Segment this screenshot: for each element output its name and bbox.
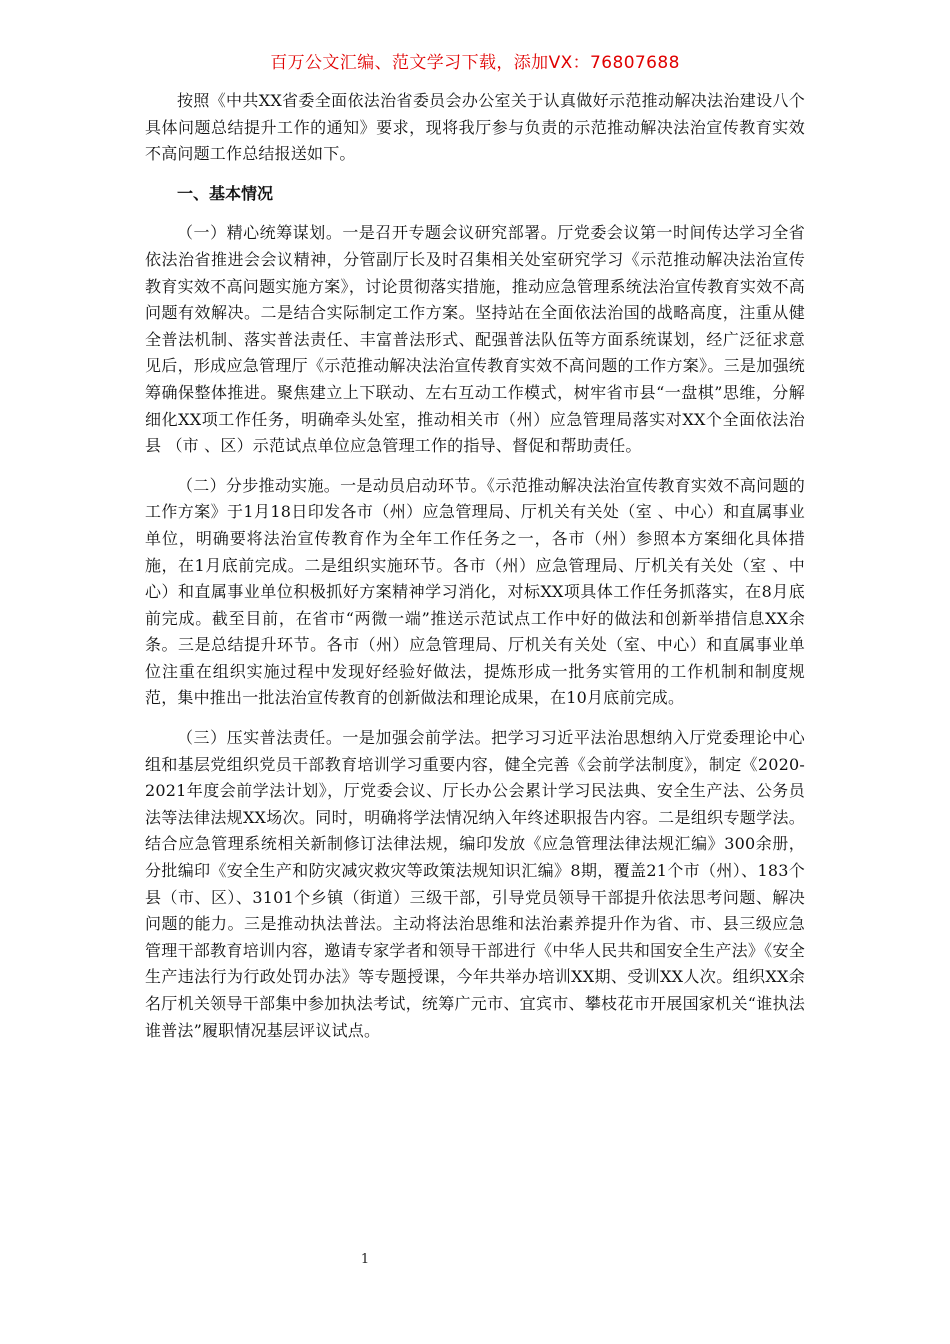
document-body — [145, 88, 805, 1057]
page-number: 1 — [360, 1252, 370, 1267]
intro-paragraph: 按照《中共XX省委全面依法治省委员会办公室关于认真做好示范推动解决法治建设八个具体问题总结提升工作的通知》要求，现将我厅参与负责的示范推动解决法治宣传教育实效不高问题工作总结报送如下。 — [145, 91, 805, 164]
paragraph-planning: （一）精心统筹谋划。一是召开专题会议研究部署。厅党委会议第一时间传达学习全省依法治省推进会会议精神，分管副厅长及时召集相关处室研究学习《示范推动解决法治宣传教育实效不高问题实施方案》，讨论贯彻落实措施，推动应急管理系统法治宣传教育实效不高问题有效解决。二是结合实际制定工作方案。坚持站在全面依法治国的战略高度，注重从健全普法机制、落实普法责任、丰富普法形式、配强普法队伍等方面系统谋划，经广泛征求意见后，形成应急管理厅《示范推动解决法治宣传教育实效不高问题的工作方案》。三是加强统筹确保整体推进。聚焦建立上下联动、左右互动工作模式，树牢省市县“一盘棋”思维，分解细化XX项工作任务，明确牵头处室，推动相关市（州）应急管理局落实对XX个全面依法治县 （市 、区）示范试点单位应急管理工作的指导、督促和帮助责任。 — [145, 223, 805, 456]
section-heading-basic-situation: 一、基本情况 — [177, 183, 274, 203]
promo-header: 百万公文汇编、范文学习下载，添加VX：76807688 — [270, 53, 680, 73]
paragraph-implementation: （二）分步推动实施。一是动员启动环节。《示范推动解决法治宣传教育实效不高问题的工作方案》于1月18日印发各市（州）应急管理局、厅机关有关处（室 、中心）和直属事业单位，明确要将法治宣传教育作为全年工作任务之一，各市（州）参照本方案细化具体措施，在1月底前完成。二是组织实施环节。各市（州）应急管理局、厅机关有关处（室 、中心）和直属事业单位积极抓好方案精神学习消化，对标XX项具体工作任务抓落实，在8月底前完成。截至目前，在省市“两微一端”推送示范试点工作中好的做法和创新举措信息XX余条。三是总结提升环节。各市（州）应急管理局、厅机关有关处（室、中心）和直属事业单位注重在组织实施过程中发现好经验好做法，提炼形成一批务实管用的工作机制和制度规范，集中推出一批法治宣传教育的创新做法和理论成果，在10月底前完成。 — [145, 475, 805, 708]
paragraph-responsibility: （三）压实普法责任。一是加强会前学法。把学习习近平法治思想纳入厅党委理论中心组和基层党组织党员干部教育培训学习重要内容，健全完善《会前学法制度》，制定《2020-2021年度会前学法计划》，厅党委会议、厅长办公会累计学习民法典、安全生产法、公务员法等法律法规XX场次。同时，明确将学法情况纳入年终述职报告内容。二是组织专题学法。结合应急管理系统相关新制修订法律法规，编印发放《应急管理法律法规汇编》300余册，分批编印《安全生产和防灾减灾救灾等政策法规知识汇编》8期，覆盖21个市（州）、183个县（市、区）、3101个乡镇（街道）三级干部，引导党员领导干部提升依法思考问题、解决问题的能力。三是推动执法普法。主动将法治思维和法治素养提升作为省、市、县三级应急管理干部教育培训内容，邀请专家学者和领导干部进行《中华人民共和国安全生产法》《安全生产违法行为行政处罚办法》等专题授课，今年共举办培训XX期、受训XX人次。组织XX余名厅机关领导干部集中参加执法考试，统筹广元市、宜宾市、攀枝花市开展国家机关“谁执法谁普法”履职情况基层评议试点。 — [145, 728, 805, 1040]
